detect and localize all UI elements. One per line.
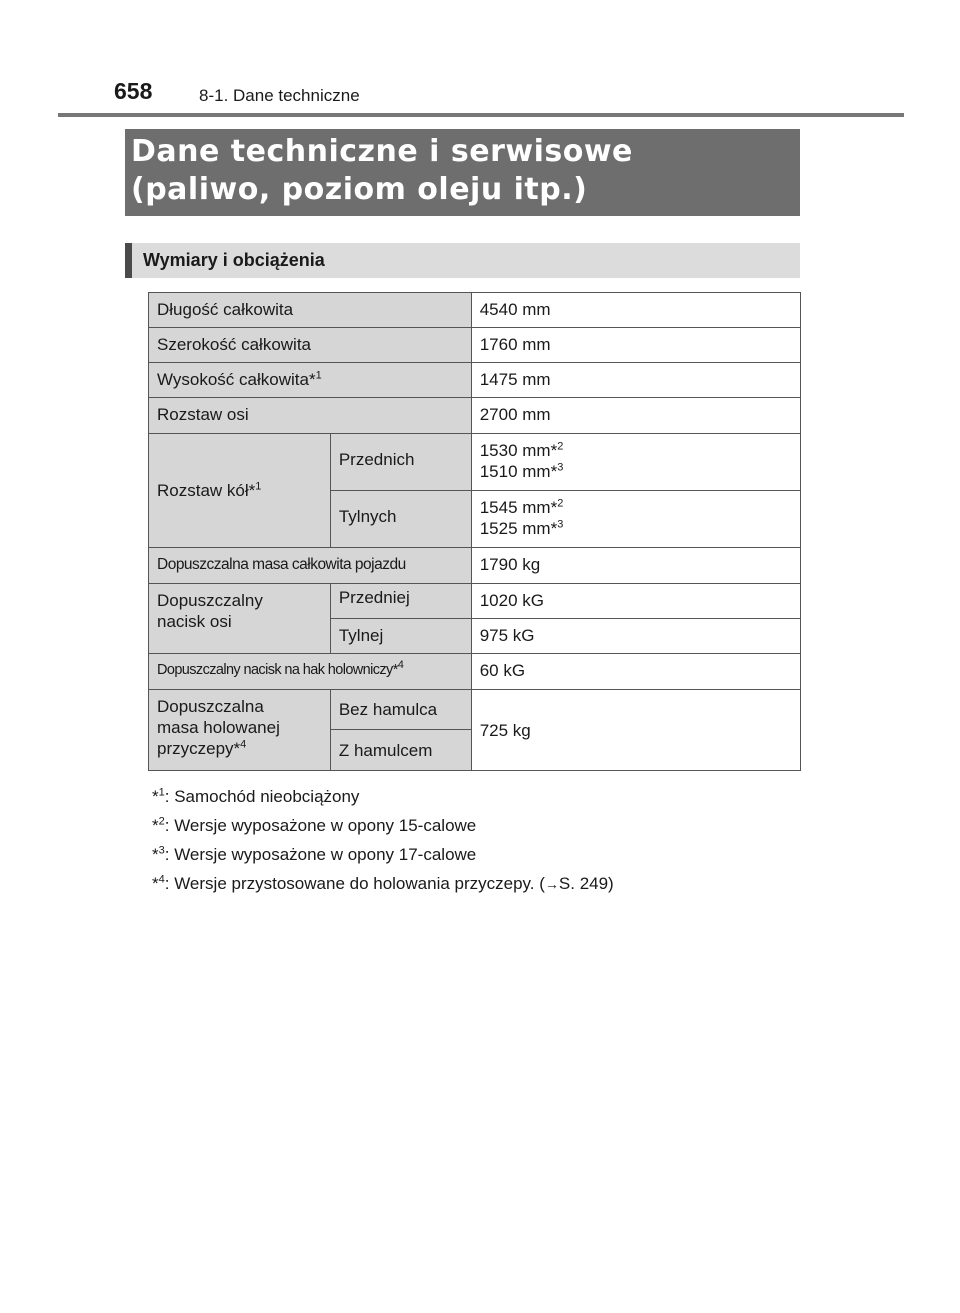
- table-row: [149, 690, 801, 730]
- axle-label-line-2: nacisk osi: [157, 612, 232, 631]
- row-label: [149, 584, 331, 654]
- footnote-ref: 1: [315, 369, 322, 382]
- row-value: 4540 mm: [471, 293, 800, 328]
- table-row: [149, 293, 801, 328]
- subsection-header: [125, 243, 800, 278]
- row-value: 2700 mm: [471, 398, 800, 434]
- trailer-label-line-1: Dopuszczalna: [157, 697, 264, 716]
- footnote-4: *$^4$: Wersje przystosowane do holowania przyczepy. (→S. 249): [152, 873, 614, 893]
- hitch-label-text: Dopuszczalny nacisk na hak holowniczy*: [157, 662, 398, 678]
- sub-label: Tylnej: [330, 619, 471, 654]
- row-label: Długość całkowita: [149, 293, 472, 328]
- table-row: [149, 328, 801, 363]
- footnote-ref: 4: [397, 659, 404, 672]
- page-title-line-1: Dane techniczne i serwisowe: [131, 134, 633, 169]
- track-rear-value-2: 1525 mm*$^3$: [479, 518, 564, 538]
- row-label: [149, 690, 331, 771]
- table-row: [149, 584, 801, 619]
- row-label: [149, 363, 472, 398]
- row-value: 1020 kG: [471, 584, 800, 619]
- table-row: [149, 363, 801, 398]
- row-label: [149, 654, 472, 690]
- footnote-1: *$^1$: Samochód nieobciążony: [152, 786, 360, 806]
- track-label-text: Rozstaw kół*: [157, 481, 256, 500]
- table-row: [149, 548, 801, 584]
- track-front-value-1: 1530 mm*$^2$: [479, 440, 564, 460]
- trailer-label-line-2: masa holowanej: [157, 718, 280, 737]
- sub-label: Tylnych: [330, 491, 471, 548]
- row-label: Rozstaw osi: [149, 398, 472, 434]
- footnote-ref: 1: [255, 480, 262, 493]
- page-header: [0, 0, 960, 120]
- row-value: 1790 kg: [471, 548, 800, 584]
- page-title-line-2: (paliwo, poziom oleju itp.): [131, 172, 588, 207]
- height-label-text: Wysokość całkowita*: [157, 370, 316, 389]
- row-value: 725 kg: [471, 690, 800, 771]
- table-row: [149, 434, 801, 491]
- sub-label: Bez hamulca: [330, 690, 471, 730]
- row-value: 1760 mm: [471, 328, 800, 363]
- track-rear-value-1: 1545 mm*$^2$: [479, 497, 564, 517]
- track-front-value-2: 1510 mm*$^3$: [479, 461, 564, 481]
- row-value: [471, 434, 800, 491]
- page-ref-link[interactable]: S. 249): [558, 874, 614, 893]
- row-value: 60 kG: [471, 654, 800, 690]
- row-value: 975 kG: [471, 619, 800, 654]
- page-title-box: [125, 129, 800, 216]
- arrow-right-icon: →: [544, 876, 559, 892]
- subsection-marker: [125, 243, 132, 278]
- axle-label-line-1: Dopuszczalny: [157, 591, 263, 610]
- subsection-title: Wymiary i obciążenia: [143, 250, 325, 270]
- footnotes: [152, 786, 852, 902]
- page-number: 658: [114, 78, 153, 104]
- header-divider: [58, 113, 904, 117]
- section-reference: 8-1. Dane techniczne: [199, 86, 360, 105]
- row-label: Szerokość całkowita: [149, 328, 472, 363]
- row-label: [149, 434, 331, 548]
- table-row: [149, 654, 801, 690]
- footnote-3: *$^3$: Wersje wyposażone w opony 17-calowe: [152, 844, 477, 864]
- row-label: Dopuszczalna masa całkowita pojazdu: [149, 548, 472, 584]
- sub-label: Przedniej: [330, 584, 471, 619]
- footnote-2: *$^2$: Wersje wyposażone w opony 15-calowe: [152, 815, 477, 835]
- sub-label: Z hamulcem: [330, 730, 471, 771]
- trailer-label-line-3: przyczepy*$^4$: [157, 738, 247, 758]
- row-value: [471, 491, 800, 548]
- dimensions-table: [148, 292, 801, 771]
- row-value: 1475 mm: [471, 363, 800, 398]
- sub-label: Przednich: [330, 434, 471, 491]
- table-row: [149, 398, 801, 434]
